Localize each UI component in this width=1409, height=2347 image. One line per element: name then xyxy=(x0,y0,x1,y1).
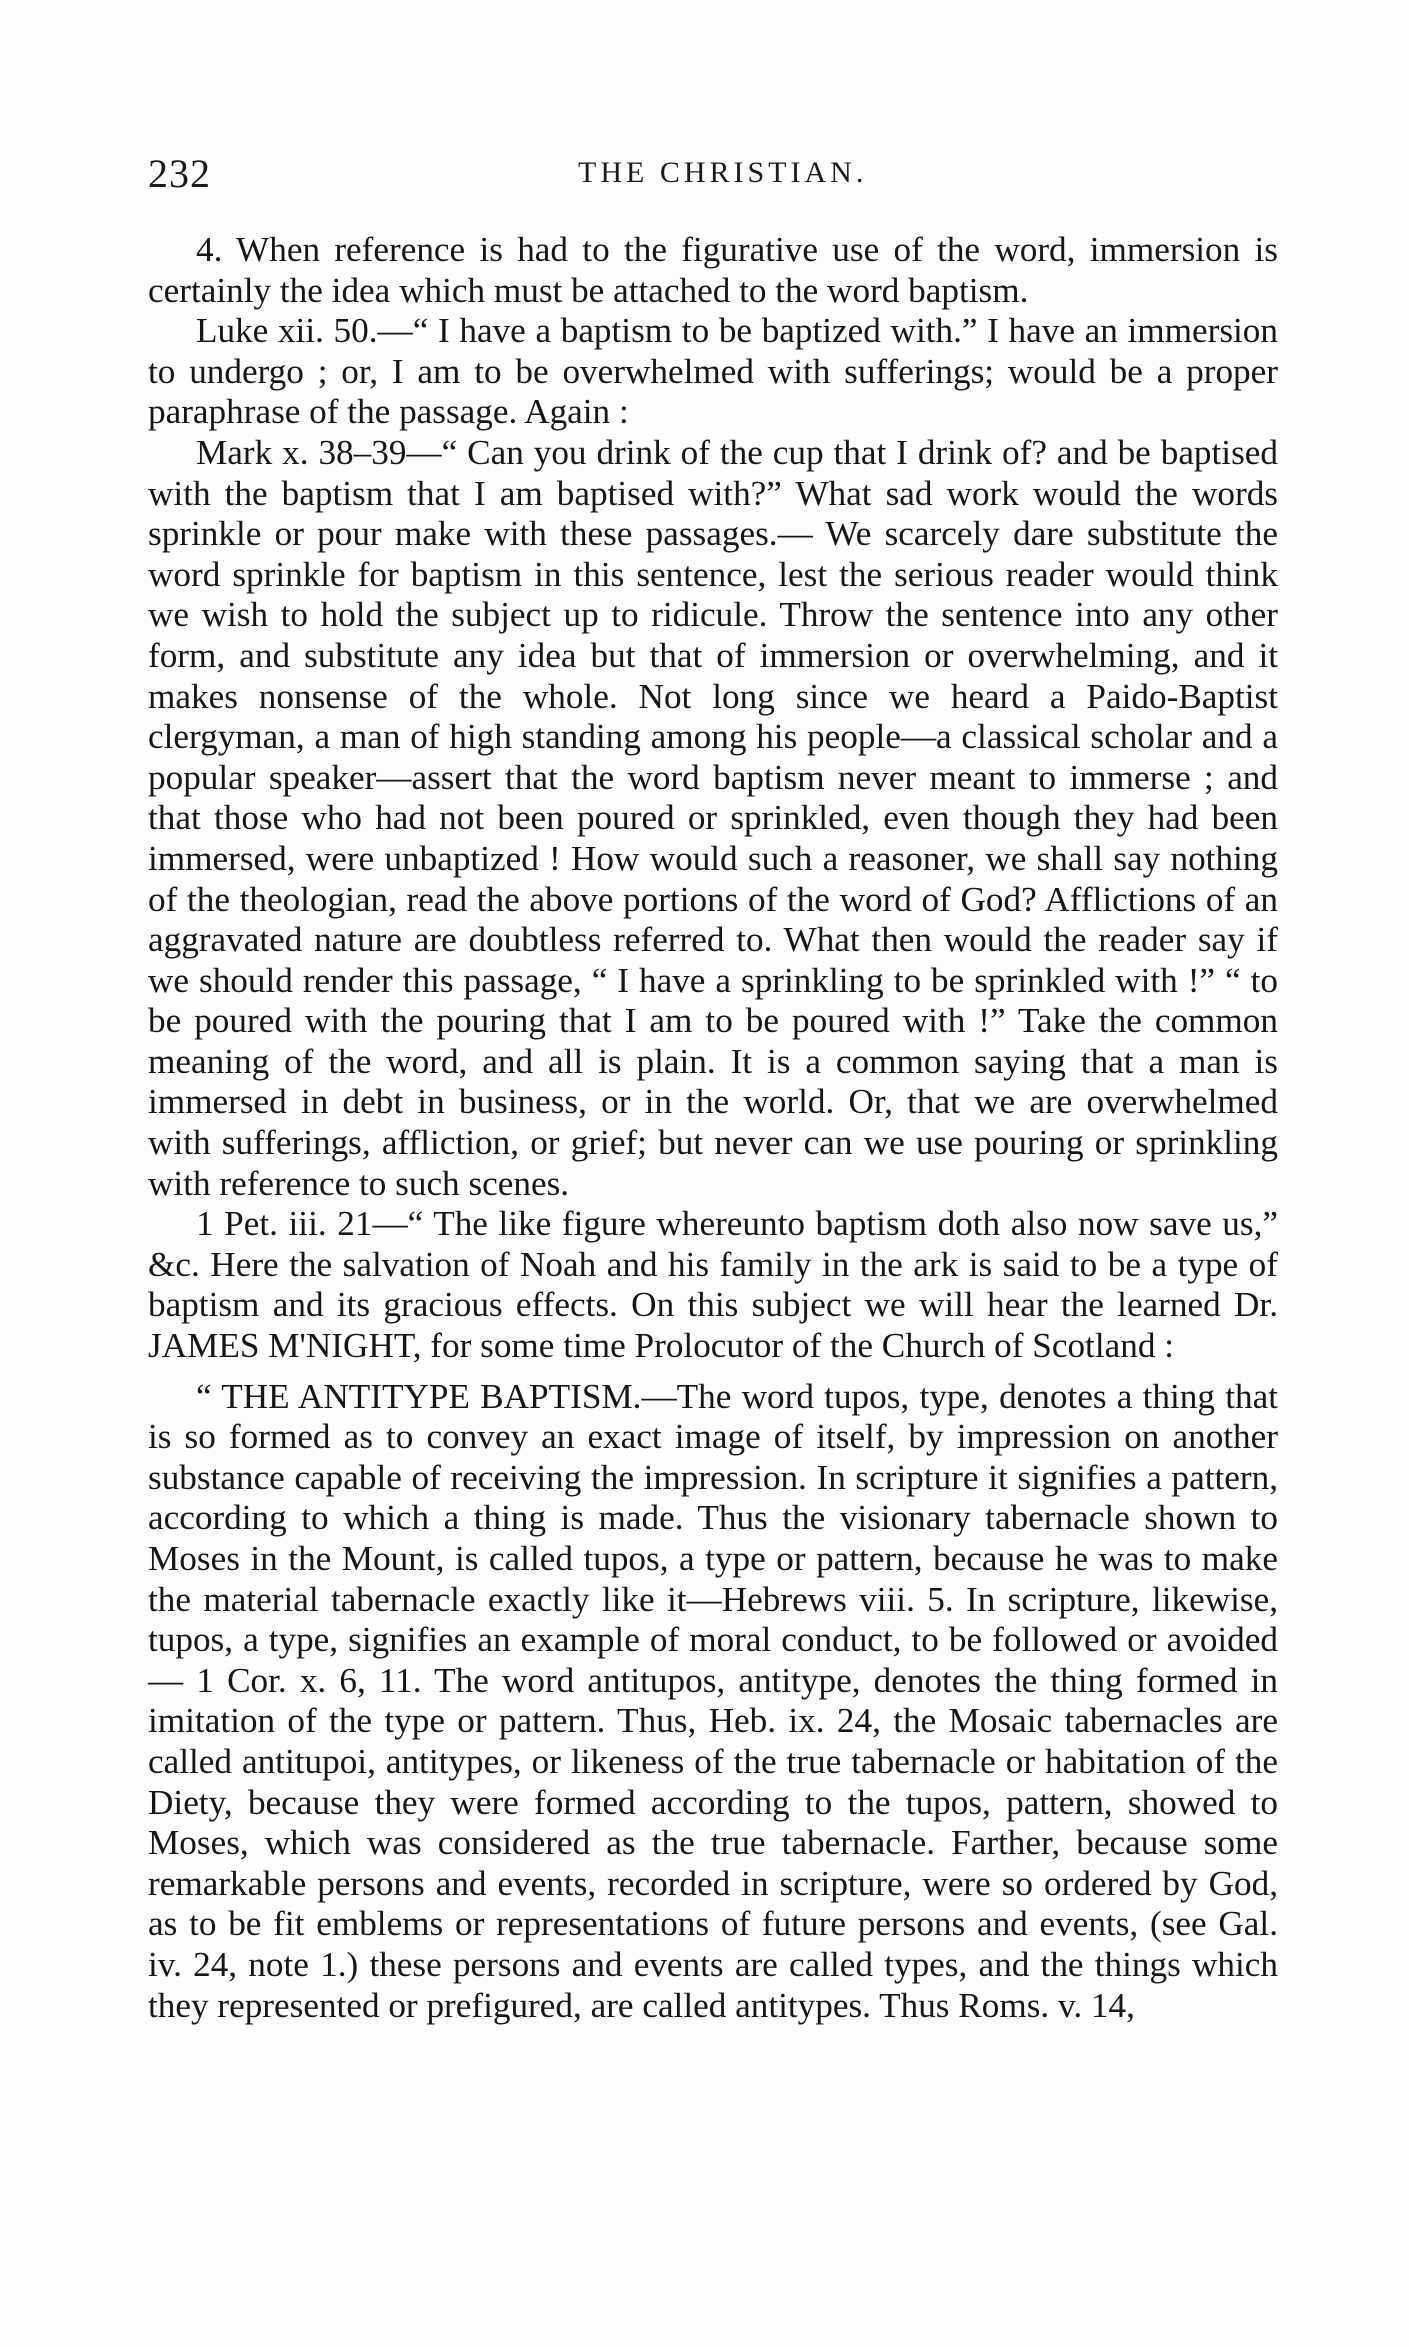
paragraph-peter: 1 Pet. iii. 21—“ The like figure whereunto baptism doth also now save us,” &c. Here the salvation of Noah and his family in the ark is said to be a type of baptism and its gracious effects. On this subject we will hear the learned Dr. JAMES M'NIGHT, for some time Prolocutor of the Church of Scotland : xyxy=(148,1204,1278,1366)
paragraph-luke: Luke xii. 50.—“ I have a baptism to be baptized with.” I have an immersion to undergo ; or, I am to be overwhelmed with sufferings; would be a proper paraphrase of the passage. Again : xyxy=(148,311,1278,432)
page-number: 232 xyxy=(148,151,211,196)
paragraph-mark: Mark x. 38–39—“ Can you drink of the cup that I drink of? and be baptised with the baptism that I am baptised with?” What sad work would the words sprinkle or pour make with these passages.— We scarcely dare substitute the word sprinkle for baptism in this sentence, lest the serious reader would think we wish to hold the subject up to ridicule. Throw the sentence into any other form, and substitute any idea but that of immersion or overwhelming, and it makes nonsense of the whole. Not long since we heard a Paido-Baptist clergyman, a man of high standing among his people—a classical scholar and a popular speaker—assert that the word baptism never meant to immerse ; and that those who had not been poured or sprinkled, even though they had been immersed, were unbaptized ! How would such a reasoner, we shall say nothing of the theologian, read the above portions of the word of God? Afflictions of an aggravated nature are doubtless referred to. What then would the reader say if we should render this passage, “ I have a sprinkling to be sprinkled with !” “ to be poured with the pouring that I am to be poured with !” Take the common meaning of the word, and all is plain. It is a common saying that a man is immersed in debt in business, or in the world. Or, that we are overwhelmed with sufferings, affliction, or grief; but never can we use pouring or sprinkling with reference to such scenes. xyxy=(148,432,1278,1203)
running-title: THE CHRISTIAN. xyxy=(578,156,868,189)
body-text xyxy=(148,230,1278,2026)
paragraph-figurative-use: 4. When reference is had to the figurative use of the word, immersion is certainly the idea which must be attached to the word baptism. xyxy=(148,230,1278,310)
page-header xyxy=(148,150,1278,200)
paragraph-antitype-quote: “ THE ANTITYPE BAPTISM.—The word tupos, type, denotes a thing that is so formed as to convey an exact image of itself, by impression on another substance capable of receiving the impression. In scripture it signifies a pattern, according to which a thing is made. Thus the visionary tabernacle shown to Moses in the Mount, is called tupos, a type or pattern, because he was to make the material tabernacle exactly like it—Hebrews viii. 5. In scripture, likewise, tupos, a type, signifies an example of moral conduct, to be followed or avoided— 1 Cor. x. 6, 11. The word antitupos, antitype, denotes the thing formed in imitation of the type or pattern. Thus, Heb. ix. 24, the Mosaic tabernacles are called antitupoi, antitypes, or likeness of the true tabernacle or habitation of the Diety, because they were formed according to the tupos, pattern, showed to Moses, which was considered as the true tabernacle. Farther, because some remarkable persons and events, recorded in scripture, were so ordered by God, as to be fit emblems or representations of future persons and events, (see Gal. iv. 24, note 1.) these persons and events are called types, and the things which they represented or prefigured, are called antitypes. Thus Roms. v. 14, xyxy=(148,1376,1278,2025)
